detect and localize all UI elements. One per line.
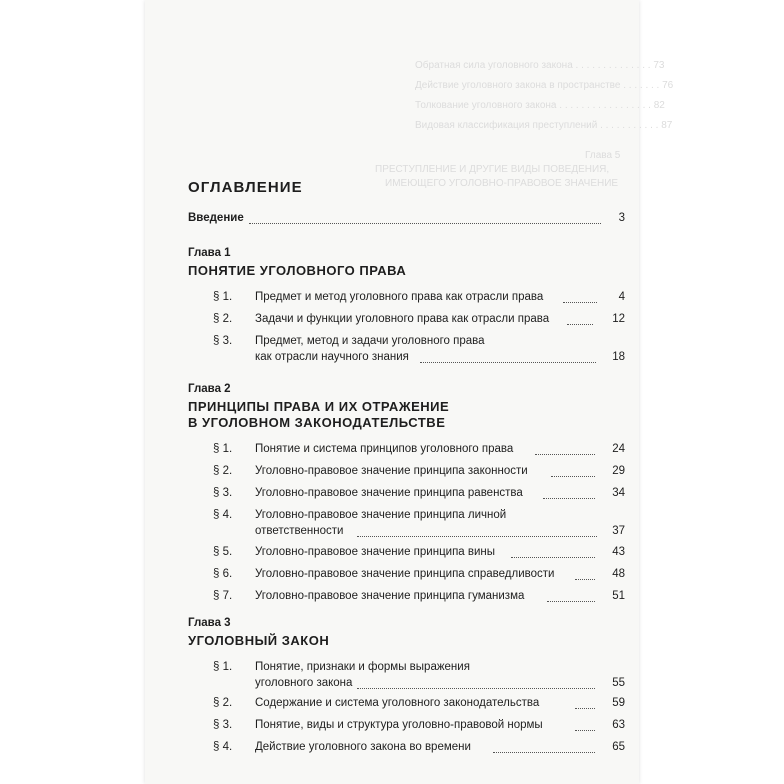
ghost-line: ИМЕЮЩЕГО УГОЛОВНО-ПРАВОВОЕ ЗНАЧЕНИЕ [385,178,619,189]
toc-entry[interactable] [145,443,639,459]
page-number: 34 [612,487,625,499]
toc-entry[interactable] [145,590,639,606]
dot-leader [493,752,595,753]
toc-entry[interactable] [145,465,639,481]
section-title: Уголовно-правовое значение принципа личной [255,509,507,521]
page-number: 24 [612,443,625,455]
section-number: § 4. [213,741,233,753]
intro-label: Введение [188,212,244,224]
dot-leader [543,498,595,499]
section-title: Уголовно-правовое значение принципа гуманизма [255,590,525,602]
section-title: Уголовно-правовое значение принципа равенства [255,487,523,499]
toc-title: ОГЛАВЛЕНИЕ [188,179,303,196]
section-title: Предмет, метод и задачи уголовного права [255,335,485,347]
section-number: § 2. [213,697,233,709]
page-number: 29 [612,465,625,477]
ghost-line: Толкование уголовного закона . . . . . . . . . . . . . . . . . 82 [415,100,665,111]
chapter-2-title-line-2: В УГОЛОВНОМ ЗАКОНОДАТЕЛЬСТВЕ [188,415,446,430]
section-number: § 1. [213,443,233,455]
toc-entry[interactable] [145,509,639,525]
section-title-line-2: ответственности [255,525,344,537]
toc-entry[interactable] [145,313,639,329]
ghost-line: Действие уголовного закона в пространстве . . . . . . . 76 [415,80,674,91]
dot-leader [575,579,595,580]
dot-leader [511,557,595,558]
section-number: § 6. [213,568,233,580]
section-number: § 4. [213,509,233,521]
page-number: 37 [612,525,625,537]
toc-entry[interactable] [145,546,639,562]
section-number: § 3. [213,487,233,499]
toc-entry[interactable] [145,719,639,735]
section-title-line-2: уголовного закона [255,677,353,689]
section-title: Содержание и система уголовного законодательства [255,697,540,709]
chapter-2-title-line-1: ПРИНЦИПЫ ПРАВА И ИХ ОТРАЖЕНИЕ [188,399,450,414]
chapter-1-label: Глава 1 [188,247,231,259]
table-of-contents [145,0,639,784]
page-number: 3 [618,212,625,224]
ghost-line: Глава 5 [585,150,621,161]
toc-entry-continued[interactable] [145,351,639,367]
toc-entry-continued[interactable] [145,525,639,541]
section-number: § 1. [213,291,233,303]
page-number: 51 [612,590,625,602]
toc-entry[interactable] [145,697,639,713]
chapter-2-label: Глава 2 [188,383,231,395]
section-number: § 2. [213,313,233,325]
section-title: Уголовно-правовое значение принципа справедливости [255,568,555,580]
toc-entry[interactable] [145,487,639,503]
toc-entry[interactable] [145,661,639,677]
chapter-3-label: Глава 3 [188,617,231,629]
dot-leader [563,302,597,303]
chapter-3-title: УГОЛОВНЫЙ ЗАКОН [188,633,330,648]
ghost-line: ПРЕСТУПЛЕНИЕ И ДРУГИЕ ВИДЫ ПОВЕДЕНИЯ, [375,164,610,175]
dot-leader [567,324,593,325]
section-title: Понятие, признаки и формы выражения [255,661,470,673]
page-number: 12 [612,313,625,325]
toc-entry-continued[interactable] [145,677,639,693]
dot-leader [357,536,597,537]
chapter-1-title: ПОНЯТИЕ УГОЛОВНОГО ПРАВА [188,263,407,278]
section-title: Предмет и метод уголовного права как отрасли права [255,291,544,303]
section-title: Понятие и система принципов уголовного права [255,443,514,455]
section-number: § 3. [213,719,233,731]
section-number: § 5. [213,546,233,558]
section-number: § 7. [213,590,233,602]
dot-leader [547,601,595,602]
dot-leader [420,362,596,363]
section-title: Уголовно-правовое значение принципа законности [255,465,528,477]
book-page [145,0,674,784]
toc-entry-introduction[interactable] [145,212,639,228]
dot-leader [575,730,595,731]
page-number: 18 [612,351,625,363]
dot-leader [535,454,595,455]
section-title: Понятие, виды и структура уголовно-правовой нормы [255,719,543,731]
page-number: 59 [612,697,625,709]
dot-leader [357,688,595,689]
dot-leader [575,708,595,709]
dot-leader [551,476,595,477]
section-title: Уголовно-правовое значение принципа вины [255,546,496,558]
page-number: 48 [612,568,625,580]
page-number: 55 [612,677,625,689]
page-number: 4 [618,291,625,303]
toc-entry[interactable] [145,335,639,351]
page-number: 43 [612,546,625,558]
section-number: § 1. [213,661,233,673]
dot-leader [249,223,601,224]
section-number: § 3. [213,335,233,347]
section-title: Задачи и функции уголовного права как отрасли права [255,313,550,325]
section-number: § 2. [213,465,233,477]
ghost-line: Видовая классификация преступлений . . . . . . . . . . . 87 [415,120,673,131]
page-number: 65 [612,741,625,753]
section-title-line-2: как отрасли научного знания [255,351,409,363]
toc-entry[interactable] [145,568,639,584]
toc-entry[interactable] [145,291,639,307]
section-title: Действие уголовного закона во времени [255,741,471,753]
toc-entry[interactable] [145,741,639,757]
page-number: 63 [612,719,625,731]
ghost-line: Обратная сила уголовного закона . . . . . . . . . . . . . . 73 [415,60,665,71]
